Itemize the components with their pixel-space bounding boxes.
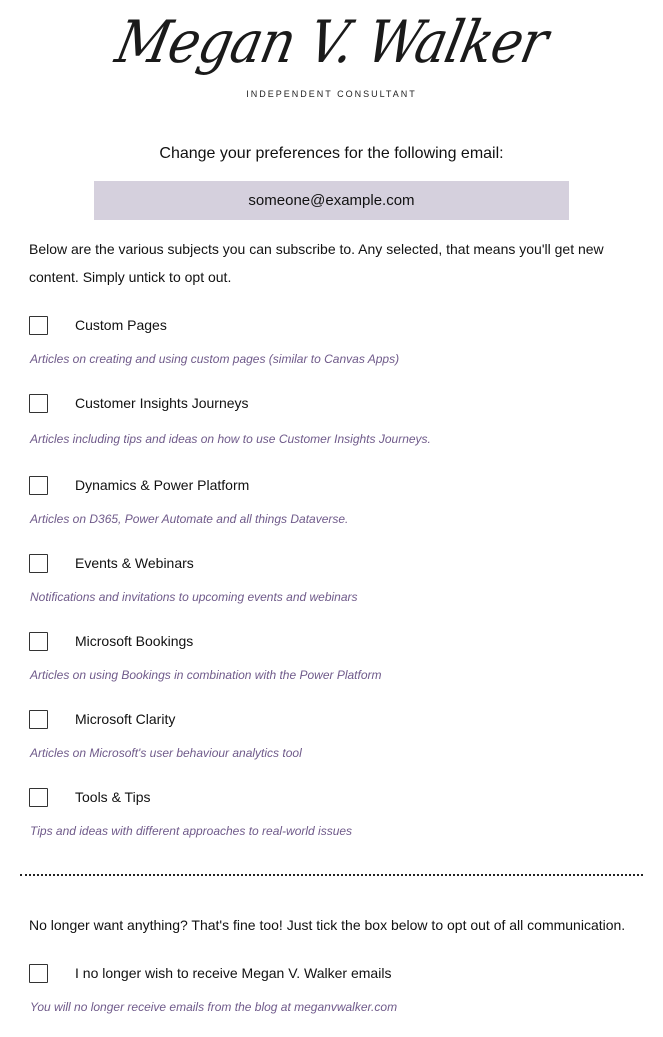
topic-description: Articles on D365, Power Automate and all things Dataverse. <box>30 512 349 526</box>
optout-note: You will no longer receive emails from the blog at meganvwalker.com <box>30 1000 398 1014</box>
topic-checkbox[interactable] <box>29 394 48 413</box>
logo-subtitle: INDEPENDENT CONSULTANT <box>246 89 417 99</box>
topic-description: Articles on using Bookings in combination with the Power Platform <box>30 668 382 682</box>
brand-logo <box>0 8 663 100</box>
topic-description: Tips and ideas with different approaches to real-world issues <box>30 824 353 838</box>
topic-label[interactable]: Dynamics & Power Platform <box>75 477 250 493</box>
topic-checkbox[interactable] <box>29 476 48 495</box>
topic-label[interactable]: Microsoft Bookings <box>75 633 194 649</box>
subscription-description: Below are the various subjects you can subscribe to. Any selected, that means you'll get new content. Simply untick to opt out. <box>29 241 604 285</box>
logo-signature: Megan V. Walker <box>110 9 553 77</box>
topic-label[interactable]: Microsoft Clarity <box>75 711 176 727</box>
email-display: someone@example.com <box>94 181 569 220</box>
topic-checkbox[interactable] <box>29 632 48 651</box>
topic-description: Articles including tips and ideas on how to use Customer Insights Journeys. <box>30 432 431 446</box>
intro-heading: Change your preferences for the following email: <box>159 145 504 162</box>
section-divider <box>20 874 643 876</box>
topic-checkbox[interactable] <box>29 554 48 573</box>
topic-checkbox[interactable] <box>29 788 48 807</box>
optout-label[interactable]: I no longer wish to receive Megan V. Walker emails <box>75 965 392 981</box>
topic-label[interactable]: Tools & Tips <box>75 789 151 805</box>
topic-description: Articles on Microsoft's user behaviour analytics tool <box>30 746 302 760</box>
topic-checkbox[interactable] <box>29 316 48 335</box>
optout-checkbox[interactable] <box>29 964 48 983</box>
topic-description: Notifications and invitations to upcoming events and webinars <box>30 590 358 604</box>
topic-label[interactable]: Events & Webinars <box>75 555 194 571</box>
topic-label[interactable]: Custom Pages <box>75 317 167 333</box>
topic-description: Articles on creating and using custom pages (similar to Canvas Apps) <box>30 352 400 366</box>
topic-checkbox[interactable] <box>29 710 48 729</box>
topic-label[interactable]: Customer Insights Journeys <box>75 395 249 411</box>
optout-description: No longer want anything? That's fine too! Just tick the box below to opt out of all communication. <box>29 917 626 933</box>
